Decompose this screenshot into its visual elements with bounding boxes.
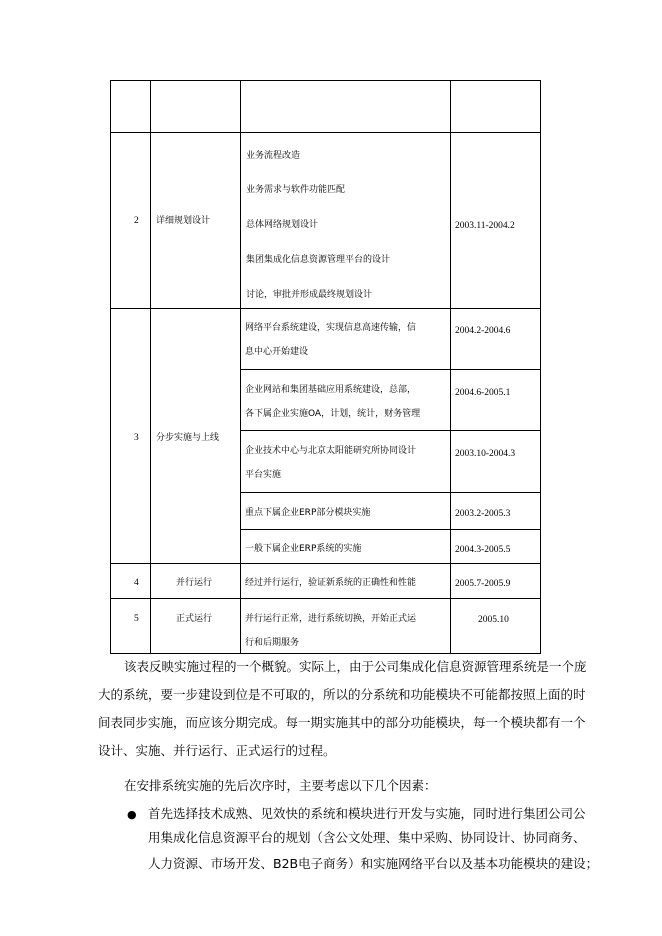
bullet-icon: ● bbox=[127, 808, 137, 821]
phase-name: 分步实施与上线 bbox=[156, 433, 220, 443]
activity-line: 企业网站和集团基础应用系统建设，总部， bbox=[245, 385, 417, 395]
activity-line: 行和后期服务 bbox=[245, 638, 300, 648]
activity-line: 企业技术中心与北京太阳能研究所协同设计 bbox=[245, 446, 417, 456]
phase-name: 正式运行 bbox=[176, 614, 213, 624]
row-number: 5 bbox=[134, 614, 139, 624]
activity-item: 讨论，审批并形成最终规划设计 bbox=[246, 290, 373, 300]
date-range: 2005.7-2005.9 bbox=[455, 579, 511, 589]
activity-line: 平台实施 bbox=[245, 470, 282, 480]
bullet-line: 首先选择技术成熟、见效快的系统和模块进行开发与实施，同时进行集团公司公 bbox=[148, 806, 586, 821]
date-range: 2003.2-2005.3 bbox=[455, 509, 511, 519]
activity-line: 经过并行运行，验证新系统的正确性和性能 bbox=[245, 578, 417, 588]
activity-item: 集团集成化信息资源管理平台的设计 bbox=[246, 255, 391, 265]
paragraph-line: 该表反映实施过程的一个概貌。实际上，由于公司集成化信息资源管理系统是一个庞 bbox=[124, 659, 587, 674]
paragraph-line: 大的系统，要一步建设到位是不可取的，所以的分系统和功能模块不可能都按照上面的时 bbox=[98, 687, 586, 702]
bullet-line: 人力资源、市场开发、B2B电子商务）和实施网络平台以及基本功能模块的建设； bbox=[148, 856, 599, 871]
activity-line: 重点下属企业ERP部分模块实施 bbox=[245, 508, 371, 518]
paragraph-line: 间表同步实施，而应该分期完成。每一期实施其中的部分功能模块，每一个模块都有一个 bbox=[98, 715, 586, 730]
date-range: 2004.2-2004.6 bbox=[455, 326, 511, 336]
phase-name: 详细规划设计 bbox=[156, 216, 211, 226]
date-range: 2003.10-2004.3 bbox=[455, 449, 516, 459]
date-range: 2005.10 bbox=[478, 615, 509, 625]
table-border bbox=[111, 81, 541, 654]
activity-item: 业务需求与软件功能匹配 bbox=[246, 185, 346, 195]
phase-name: 并行运行 bbox=[176, 578, 213, 588]
date-range: 2004.3-2005.5 bbox=[455, 545, 511, 555]
activity-line: 网络平台系统建设，实现信息高速传输，信 bbox=[245, 323, 417, 333]
bullet-line: 用集成化信息资源平台的规划（含公文处理、集中采购、协同设计、协同商务、 bbox=[148, 830, 586, 845]
row-number: 3 bbox=[134, 433, 139, 443]
paragraph-line: 设计、实施、并行运行、正式运行的过程。 bbox=[98, 743, 336, 758]
activity-line: 各下属企业实施OA，计划，统计，财务管理 bbox=[245, 409, 421, 419]
row-number: 2 bbox=[134, 216, 139, 226]
paragraph-line: 在安排系统实施的先后次序时，主要考虑以下几个因素： bbox=[124, 778, 437, 793]
date-range: 2004.6-2005.1 bbox=[455, 388, 511, 398]
activity-item: 业务流程改造 bbox=[246, 151, 301, 161]
row-number: 4 bbox=[134, 578, 139, 588]
activity-line: 息中心开始建设 bbox=[245, 347, 309, 357]
date-range: 2003.11-2004.2 bbox=[455, 221, 515, 231]
activity-line: 并行运行正常，进行系统切换，开始正式运 bbox=[245, 614, 417, 624]
activity-item: 总体网络规划设计 bbox=[246, 220, 319, 230]
activity-line: 一般下属企业ERP系统的实施 bbox=[245, 544, 362, 554]
